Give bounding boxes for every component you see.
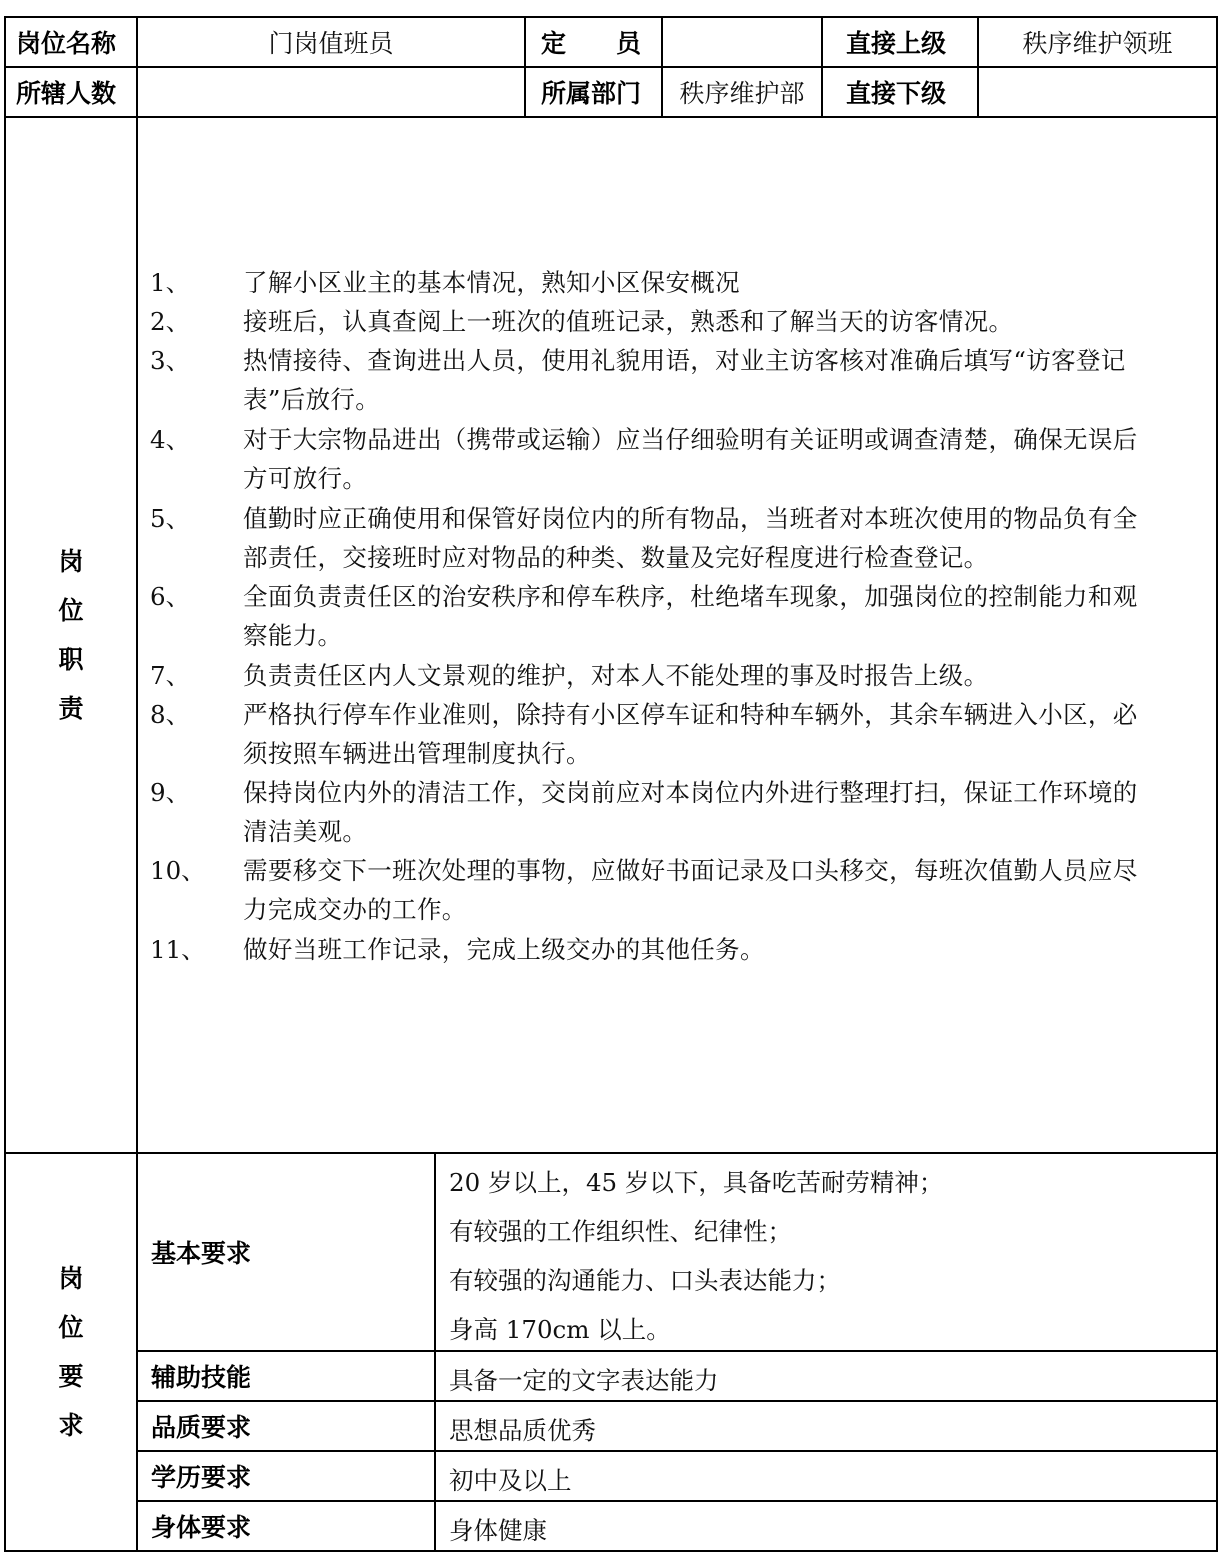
duty-text: 对于大宗物品进出（携带或运输）应当仔细验明有关证明或调查清楚，确保无误后	[243, 425, 1138, 454]
duties-label-char: 位	[58, 596, 84, 625]
duty-number: 10、	[150, 856, 206, 885]
physical-requirement-value: 身体健康	[449, 1516, 547, 1545]
duty-text: 方可放行。	[243, 463, 368, 493]
auxiliary-skills-value: 具备一定的文字表达能力	[449, 1366, 719, 1395]
duty-item	[150, 852, 1206, 929]
duty-text: 部责任，交接班时应对物品的种类、数量及完好程度进行检查登记。	[243, 542, 989, 572]
duty-item	[150, 657, 1206, 696]
physical-requirement-label: 身体要求	[151, 1513, 252, 1542]
duty-number: 8、	[150, 700, 191, 729]
subordinate-label: 直接下级	[846, 79, 947, 108]
position-name-label: 岗位名称	[16, 29, 117, 58]
duty-number: 9、	[150, 778, 191, 807]
duty-text: 了解小区业主的基本情况，熟知小区保安概况	[243, 268, 740, 297]
duty-text: 做好当班工作记录，完成上级交办的其他任务。	[243, 935, 765, 964]
education-requirement-value: 初中及以上	[449, 1466, 572, 1495]
duty-text: 全面负责责任区的治安秩序和停车秩序，杜绝堵车现象，加强岗位的控制能力和观	[243, 582, 1138, 611]
duty-item	[150, 696, 1206, 773]
duty-text: 负责责任区内人文景观的维护，对本人不能处理的事及时报告上级。	[243, 661, 989, 690]
subordinate-count-label: 所辖人数	[16, 79, 117, 108]
duties-label-char: 责	[58, 694, 84, 723]
duty-item	[150, 500, 1206, 577]
quality-requirement-label: 品质要求	[151, 1413, 252, 1442]
requirements-label-char: 岗	[58, 1264, 84, 1293]
headcount-value	[663, 18, 821, 66]
duty-text: 需要移交下一班次处理的事物，应做好书面记录及口头移交，每班次值勤人员应尽	[243, 856, 1138, 885]
duty-number: 4、	[150, 425, 191, 454]
duty-text: 严格执行停车作业准则，除持有小区停车证和特种车辆外，其余车辆进入小区，必	[243, 700, 1138, 729]
duty-number: 6、	[150, 582, 191, 611]
subordinate-value	[979, 68, 1216, 116]
basic-requirement-line: 身高 170cm 以上。	[449, 1315, 671, 1344]
department-value: 秩序维护部	[679, 79, 805, 108]
duty-number: 3、	[150, 346, 191, 375]
duty-item	[150, 421, 1206, 498]
duty-text: 清洁美观。	[243, 816, 368, 846]
duty-number: 11、	[150, 935, 206, 964]
duty-text: 察能力。	[243, 620, 343, 650]
duty-text: 保持岗位内外的清洁工作，交岗前应对本岗位内外进行整理打扫，保证工作环境的	[243, 778, 1138, 807]
superior-label: 直接上级	[846, 29, 947, 58]
basic-requirement-line: 有较强的工作组织性、纪律性；	[449, 1217, 792, 1246]
duty-item	[150, 774, 1206, 851]
department-label: 所属部门	[541, 79, 642, 108]
duty-text: 力完成交办的工作。	[243, 894, 467, 924]
headcount-label: 定 员	[541, 29, 642, 58]
duty-text: 热情接待、查询进出人员，使用礼貌用语，对业主访客核对准确后填写“访客登记	[243, 346, 1126, 375]
basic-requirements-label: 基本要求	[151, 1239, 252, 1268]
duty-item	[150, 264, 1206, 303]
duties-label-char: 岗	[58, 547, 84, 576]
duty-number: 7、	[150, 661, 191, 690]
duty-text: 接班后，认真查阅上一班次的值班记录，熟悉和了解当天的访客情况。	[243, 307, 1014, 336]
duty-number: 1、	[150, 268, 191, 297]
duty-item	[150, 303, 1206, 342]
duty-item	[150, 578, 1206, 655]
duty-text: 值勤时应正确使用和保管好岗位内的所有物品，当班者对本班次使用的物品负有全	[243, 504, 1138, 533]
duty-number: 5、	[150, 504, 191, 533]
subordinate-count-value	[138, 68, 524, 116]
basic-requirement-line: 有较强的沟通能力、口头表达能力；	[449, 1266, 841, 1295]
duty-text: 表”后放行。	[243, 384, 381, 414]
basic-requirement-line: 20 岁以上，45 岁以下，具备吃苦耐劳精神；	[449, 1168, 944, 1197]
auxiliary-skills-label: 辅助技能	[151, 1363, 252, 1392]
duties-label-char: 职	[58, 645, 84, 674]
education-requirement-label: 学历要求	[151, 1463, 252, 1492]
duty-item	[150, 342, 1206, 419]
requirements-label-char: 求	[58, 1411, 84, 1440]
duties-section-label	[6, 118, 136, 1152]
quality-requirement-value: 思想品质优秀	[449, 1416, 596, 1445]
duty-text: 须按照车辆进出管理制度执行。	[243, 738, 591, 768]
position-name-value: 门岗值班员	[268, 29, 394, 58]
duty-item	[150, 931, 1206, 970]
duty-number: 2、	[150, 307, 191, 336]
requirements-label-char: 位	[58, 1313, 84, 1342]
requirements-section-label	[6, 1154, 136, 1550]
superior-value: 秩序维护领班	[1022, 29, 1173, 58]
requirements-label-char: 要	[58, 1362, 84, 1391]
